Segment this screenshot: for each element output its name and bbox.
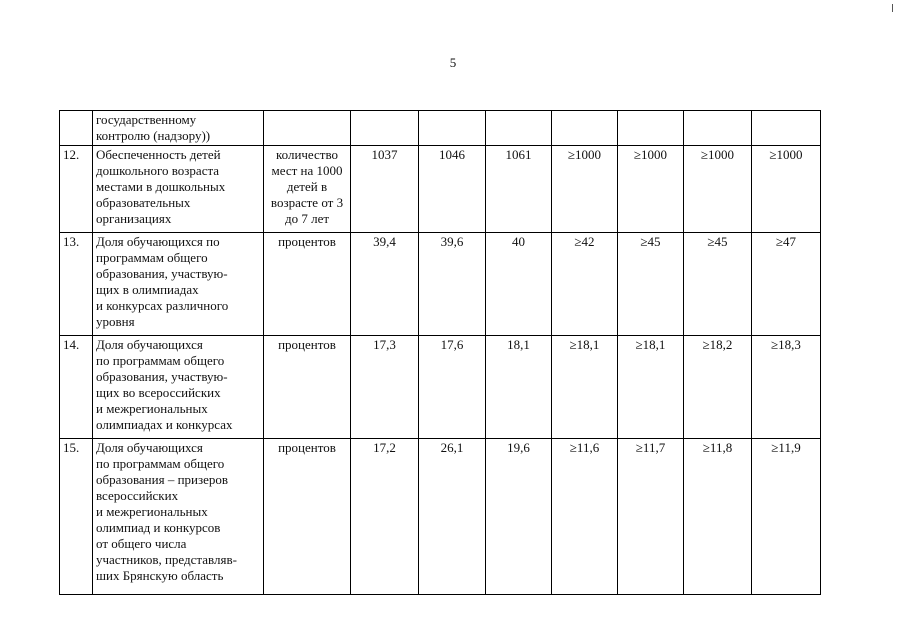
value-cell [486,111,552,146]
value-cell [618,111,684,146]
indicator-name-cell: государственному контролю (надзору)) [93,111,264,146]
value-cell: 18,1 [486,336,552,439]
row-number-cell: 12. [60,146,93,233]
page-number: 5 [449,55,457,70]
unit-cell: количество мест на 1000 детей в возрасте от 3 до 7 лет [264,146,351,233]
value-cell: 26,1 [419,439,486,595]
unit-cell: процентов [264,439,351,595]
value-cell: 1061 [486,146,552,233]
unit-cell [264,111,351,146]
table-row [60,439,821,595]
indicators-table [59,110,821,595]
value-cell [684,111,752,146]
value-cell: ≥45 [684,233,752,336]
value-cell [419,111,486,146]
table-row [60,233,821,336]
table-row [60,336,821,439]
row-number-cell [60,111,93,146]
value-cell: 1046 [419,146,486,233]
value-cell: 17,2 [351,439,419,595]
value-cell: 40 [486,233,552,336]
value-cell: ≥18,1 [618,336,684,439]
unit-cell: процентов [264,233,351,336]
scan-edge-mark [892,4,893,12]
value-cell [752,111,821,146]
row-number-cell: 13. [60,233,93,336]
value-cell: ≥11,7 [618,439,684,595]
row-number-cell: 14. [60,336,93,439]
value-cell: ≥11,9 [752,439,821,595]
value-cell: ≥1000 [552,146,618,233]
value-cell: 19,6 [486,439,552,595]
value-cell: ≥1000 [684,146,752,233]
unit-cell: процентов [264,336,351,439]
value-cell: ≥47 [752,233,821,336]
value-cell: 39,4 [351,233,419,336]
value-cell: 17,6 [419,336,486,439]
value-cell: 17,3 [351,336,419,439]
value-cell: ≥45 [618,233,684,336]
table-row [60,146,821,233]
value-cell [552,111,618,146]
value-cell: ≥18,1 [552,336,618,439]
value-cell: ≥11,6 [552,439,618,595]
value-cell: ≥18,3 [752,336,821,439]
value-cell [351,111,419,146]
value-cell: ≥42 [552,233,618,336]
table-row [60,111,821,146]
value-cell: 1037 [351,146,419,233]
indicator-name-cell: Обеспеченность детей дошкольного возраста местами в дошкольных образовательных организациях [93,146,264,233]
value-cell: ≥1000 [618,146,684,233]
indicator-name-cell: Доля обучающихся по программам общего образования – призеров всероссийских и межрегиональных олимпиад и конкурсов от общего числа участников, представляв- ших Брянскую область [93,439,264,595]
indicator-name-cell: Доля обучающихся по программам общего образования, участвую- щих в олимпиадах и конкурсах различного уровня [93,233,264,336]
value-cell: 39,6 [419,233,486,336]
value-cell: ≥1000 [752,146,821,233]
value-cell: ≥11,8 [684,439,752,595]
row-number-cell: 15. [60,439,93,595]
indicator-name-cell: Доля обучающихся по программам общего образования, участвую- щих во всероссийских и межрегиональных олимпиадах и конкурсах [93,336,264,439]
value-cell: ≥18,2 [684,336,752,439]
